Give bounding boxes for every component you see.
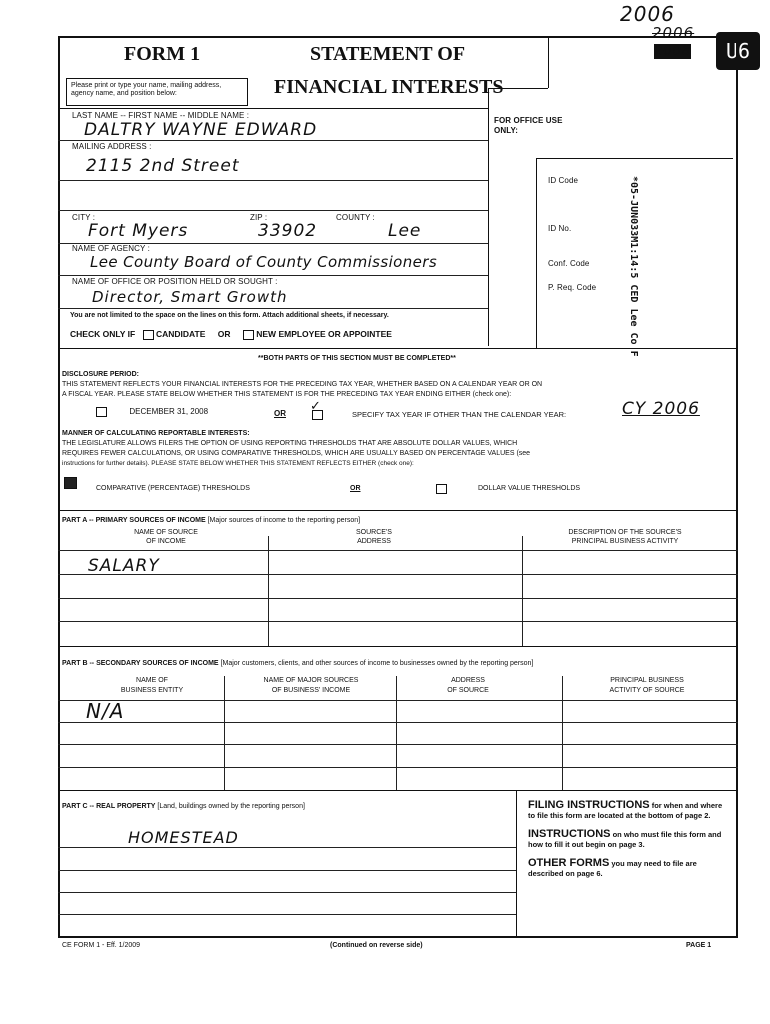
part-a-entry[interactable]: SALARY [88, 556, 160, 576]
part-b-col3 [418, 676, 518, 696]
disclosure-period-title: DISCLOSURE PERIOD: [62, 371, 140, 378]
id-code-label: ID Code [548, 176, 579, 185]
county-value[interactable]: Lee [388, 221, 422, 241]
received-stamp: *05-JUN033M1:14:5 CED Lee Co F [628, 176, 639, 357]
instructions-box [528, 800, 726, 879]
mailing-label: MAILING ADDRESS : [72, 142, 152, 151]
or-manner: OR [350, 485, 361, 492]
other-forms-text: you may need to file are described on page 6. [528, 859, 697, 878]
continued-note: (Continued on reverse side) [330, 942, 423, 949]
new-employee-checkbox[interactable] [243, 330, 254, 340]
conf-code-label: Conf. Code [548, 259, 590, 268]
mailing-value[interactable]: 2115 2nd Street [86, 156, 240, 176]
specify-label: SPECIFY TAX YEAR IF OTHER THAN THE CALENDAR YEAR: [352, 410, 567, 419]
position-label: NAME OF OFFICE OR POSITION HELD OR SOUGHT : [72, 277, 278, 286]
part-b-entry[interactable]: N/A [86, 699, 125, 723]
form-title: FORM 1 [124, 43, 201, 65]
limit-note: You are not limited to the space on the lines on this form. Attach additional sheets, if necessary. [70, 312, 389, 319]
part-a-col2 [334, 528, 414, 546]
agency-label: NAME OF AGENCY : [72, 244, 150, 253]
part-a-col3-line2: PRINCIPAL BUSINESS ACTIVITY [571, 538, 679, 545]
specify-value[interactable]: CY 2006 [622, 399, 700, 419]
print-note: Please print or type your name, mailing address, agency name, and position below: [71, 82, 222, 97]
handwritten-year-scribbled: 2008 [654, 44, 692, 59]
filing-instructions-text: for when and where to file this form are located at the bottom of page 2. [528, 801, 723, 820]
part-b-subtitle: [Major customers, clients, and other sources of income to businesses owned by the reporting person] [220, 660, 534, 667]
city-label: CITY : [72, 213, 96, 222]
agency-value[interactable]: Lee County Board of County Commissioners [90, 253, 438, 271]
part-b-title: PART B -- SECONDARY SOURCES OF INCOME [62, 660, 219, 667]
tax-year-row [96, 406, 208, 417]
zip-value[interactable]: 33902 [258, 221, 318, 241]
part-b-col2-line1: NAME OF MAJOR SOURCES [263, 677, 359, 684]
corner-tag: U6 [716, 32, 760, 70]
part-b-col2 [226, 676, 396, 696]
statement-title-line1: STATEMENT OF [310, 43, 466, 65]
manner-text-3: instructions for further details). PLEASE STATE BELOW WHETHER THIS STATEMENT REFLECTS EITHER (check one): [62, 460, 414, 467]
manner-title: MANNER OF CALCULATING REPORTABLE INTERESTS: [62, 430, 250, 437]
id-no-label: ID No. [548, 224, 572, 233]
handwritten-year-struck: 2006 [652, 24, 695, 42]
part-b-col4-line1: PRINCIPAL BUSINESS [610, 677, 684, 684]
form-id: CE FORM 1 - Eff. 1/2009 [62, 942, 141, 949]
new-employee-label: NEW EMPLOYEE OR APPOINTEE [256, 329, 392, 339]
other-forms-head: OTHER FORMS [528, 857, 610, 869]
instructions-head: INSTRUCTIONS [528, 828, 611, 840]
disclosure-period-text-1: THIS STATEMENT REFLECTS YOUR FINANCIAL INTERESTS FOR THE PRECEDING TAX YEAR, WHETHER BASED ON A CALENDAR YEAR OR ON [62, 381, 543, 388]
page-number: PAGE 1 [686, 942, 712, 949]
part-a-col1 [116, 528, 216, 546]
position-value[interactable]: Director, Smart Growth [92, 288, 288, 306]
or-period: OR [274, 409, 286, 418]
or-label: OR [217, 329, 231, 339]
name-value[interactable]: DALTRY WAYNE EDWARD [84, 120, 318, 140]
part-b-header [62, 660, 533, 667]
name-label: LAST NAME -- FIRST NAME -- MIDDLE NAME : [72, 111, 250, 120]
dollar-label: DOLLAR VALUE THRESHOLDS [478, 485, 581, 492]
part-c-title: PART C -- REAL PROPERTY [62, 803, 156, 810]
zip-label: ZIP : [250, 213, 268, 222]
part-b-col3-line1: ADDRESS [451, 677, 485, 684]
part-b-col1-line1: NAME OF [136, 677, 168, 684]
part-a-col2-line2: ADDRESS [357, 538, 391, 545]
part-a-title: PART A -- PRIMARY SOURCES OF INCOME [62, 517, 206, 524]
part-a-col3-line1: DESCRIPTION OF THE SOURCE'S [568, 529, 682, 536]
part-a-col3 [540, 528, 710, 546]
comparative-checkbox[interactable] [64, 477, 77, 489]
candidate-label: CANDIDATE [155, 329, 206, 339]
part-b-col2-line2: OF BUSINESS' INCOME [271, 687, 351, 694]
part-a-col2-line1: SOURCE'S [356, 529, 392, 536]
check-only-row [70, 329, 392, 340]
manner-text-2: REQUIRES FEWER CALCULATIONS, OR USING COMPARATIVE THRESHOLDS, WHICH ARE USUALLY BASED ON PERCENTAGE VALUES (see [62, 450, 531, 457]
filing-instructions-head: FILING INSTRUCTIONS [528, 799, 650, 811]
part-a-col1-line2: OF INCOME [146, 538, 186, 545]
december-label: DECEMBER 31, 2008 [129, 407, 209, 416]
part-a-col1-line1: NAME OF SOURCE [134, 529, 198, 536]
office-use-label: FOR OFFICE USE ONLY: [494, 116, 563, 135]
instructions-text: on who must file this form and how to fill it out begin on page 3. [528, 830, 722, 849]
specify-checkbox[interactable]: ✓ [312, 406, 323, 424]
part-b-col1 [92, 676, 212, 696]
part-b-col4-line2: ACTIVITY OF SOURCE [609, 687, 685, 694]
december-checkbox[interactable] [96, 407, 107, 417]
part-b-col3-line2: OF SOURCE [447, 687, 489, 694]
part-a-header [62, 517, 360, 524]
comparative-label: COMPARATIVE (PERCENTAGE) THRESHOLDS [96, 485, 250, 492]
both-parts-note: **BOTH PARTS OF THIS SECTION MUST BE COMPLETED** [258, 355, 456, 362]
disclosure-period-text-2: A FISCAL YEAR. PLEASE STATE BELOW WHETHER THIS STATEMENT IS FOR THE PRECEDING TAX YEAR ENDING EITHER (check one): [62, 391, 512, 398]
part-a-subtitle: [Major sources of income to the reporting person] [207, 517, 361, 524]
candidate-checkbox[interactable] [143, 330, 154, 340]
manner-text-1: THE LEGISLATURE ALLOWS FILERS THE OPTION OF USING REPORTING THRESHOLDS THAT ARE ABSOLUTE DOLLAR VALUES, WHICH [62, 440, 518, 447]
part-c-entry[interactable]: HOMESTEAD [128, 828, 239, 847]
handwritten-year: 2006 [620, 2, 675, 26]
p-req-code-label: P. Req. Code [548, 283, 597, 292]
check-only-label: CHECK ONLY IF [70, 329, 136, 339]
city-value[interactable]: Fort Myers [88, 221, 189, 241]
part-c-subtitle: [Land, buildings owned by the reporting person] [157, 803, 305, 810]
part-b-col1-line2: BUSINESS ENTITY [120, 687, 184, 694]
county-label: COUNTY : [336, 213, 375, 222]
part-c-header [62, 803, 305, 810]
dollar-checkbox[interactable] [436, 480, 447, 498]
statement-title-line2: FINANCIAL INTERESTS [274, 76, 504, 98]
part-b-col4 [572, 676, 722, 696]
